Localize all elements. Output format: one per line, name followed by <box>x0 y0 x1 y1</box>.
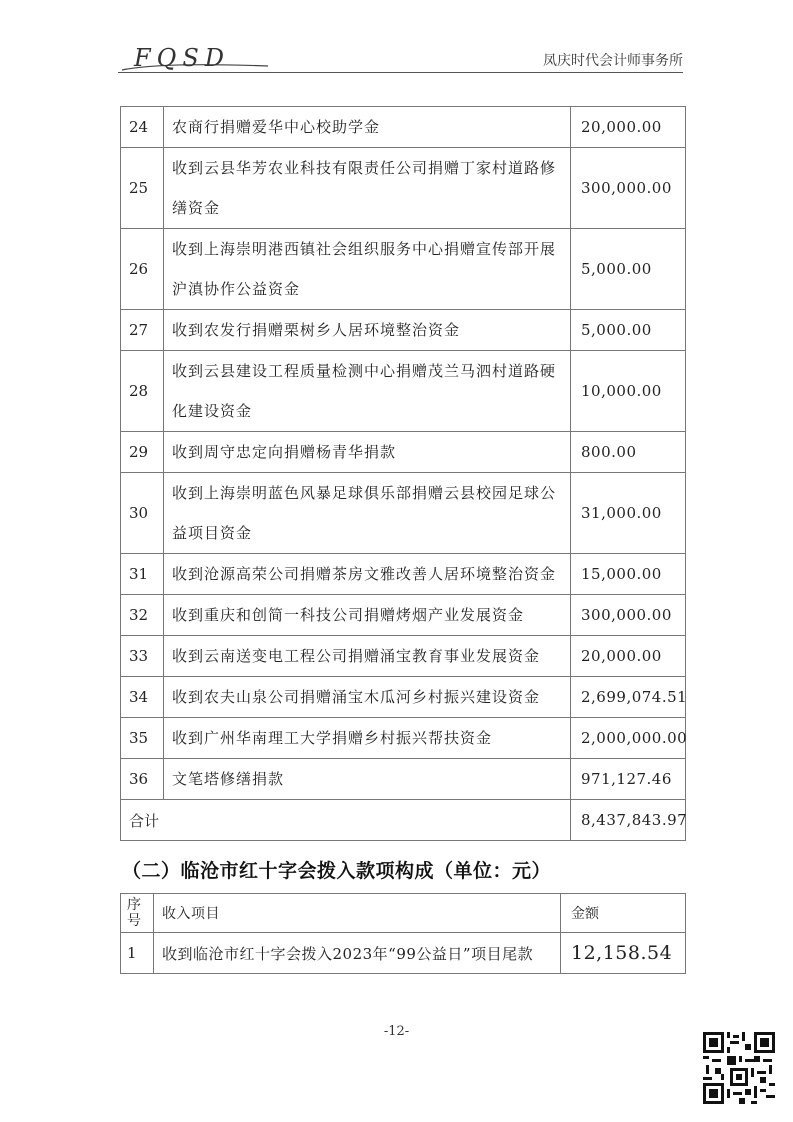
header-item: 收入项目 <box>154 894 561 933</box>
row-number: 34 <box>121 677 164 718</box>
row-amount: 10,000.00 <box>571 351 686 432</box>
row-description: 收到广州华南理工大学捐赠乡村振兴帮扶资金 <box>164 718 571 759</box>
row-number: 1 <box>121 933 154 974</box>
row-number: 29 <box>121 432 164 473</box>
table-row <box>121 229 686 310</box>
page-number: -12- <box>383 1024 410 1039</box>
table-row <box>121 636 686 677</box>
row-number: 24 <box>121 107 164 148</box>
row-description: 收到云县建设工程质量检测中心捐赠茂兰马泗村道路硬化建设资金 <box>164 351 571 432</box>
row-number: 36 <box>121 759 164 800</box>
row-amount: 12,158.54 <box>561 933 686 974</box>
row-amount: 31,000.00 <box>571 473 686 554</box>
row-amount: 20,000.00 <box>571 107 686 148</box>
donations-table <box>120 106 686 841</box>
row-amount: 300,000.00 <box>571 148 686 229</box>
row-description: 收到农发行捐赠栗树乡人居环境整治资金 <box>164 310 571 351</box>
total-amount: 8,437,843.97 <box>571 800 686 841</box>
row-description: 收到云县华芳农业科技有限责任公司捐赠丁家村道路修缮资金 <box>164 148 571 229</box>
row-amount: 300,000.00 <box>571 595 686 636</box>
row-description: 收到农夫山泉公司捐赠涌宝木瓜河乡村振兴建设资金 <box>164 677 571 718</box>
row-description: 收到重庆和创简一科技公司捐赠烤烟产业发展资金 <box>164 595 571 636</box>
firm-logo-text: FQSD <box>134 44 231 72</box>
row-number: 25 <box>121 148 164 229</box>
total-label: 合计 <box>121 800 571 841</box>
table-row <box>121 432 686 473</box>
row-number: 28 <box>121 351 164 432</box>
row-description: 农商行捐赠爱华中心校助学金 <box>164 107 571 148</box>
row-amount: 971,127.46 <box>571 759 686 800</box>
table-row <box>121 677 686 718</box>
row-description: 收到上海崇明蓝色风暴足球俱乐部捐赠云县校园足球公益项目资金 <box>164 473 571 554</box>
allocation-table <box>120 893 686 974</box>
header-amount: 金额 <box>561 894 686 933</box>
table-row <box>121 107 686 148</box>
row-number: 27 <box>121 310 164 351</box>
row-number: 35 <box>121 718 164 759</box>
table-row <box>121 759 686 800</box>
row-amount: 20,000.00 <box>571 636 686 677</box>
table-row <box>121 933 686 974</box>
table-row <box>121 310 686 351</box>
header-number: 序号 <box>121 894 154 933</box>
row-number: 33 <box>121 636 164 677</box>
row-description: 收到沧源高荣公司捐赠茶房文雅改善人居环境整治资金 <box>164 554 571 595</box>
row-amount: 800.00 <box>571 432 686 473</box>
row-amount: 15,000.00 <box>571 554 686 595</box>
table-row <box>121 148 686 229</box>
row-amount: 2,699,074.51 <box>571 677 686 718</box>
table-row <box>121 595 686 636</box>
table-row <box>121 718 686 759</box>
table-row <box>121 351 686 432</box>
table-header-row <box>121 894 686 933</box>
row-description: 收到云南送变电工程公司捐赠涌宝教育事业发展资金 <box>164 636 571 677</box>
table-row <box>121 473 686 554</box>
row-amount: 2,000,000.00 <box>571 718 686 759</box>
section-title: （二）临沧市红十字会拨入款项构成（单位：元） <box>122 860 552 882</box>
row-description: 收到周守忠定向捐赠杨青华捐款 <box>164 432 571 473</box>
row-number: 30 <box>121 473 164 554</box>
row-item: 收到临沧市红十字会拨入2023年“99公益日”项目尾款 <box>154 933 561 974</box>
row-amount: 5,000.00 <box>571 229 686 310</box>
row-description: 收到上海崇明港西镇社会组织服务中心捐赠宣传部开展沪滇协作公益资金 <box>164 229 571 310</box>
qr-code-icon <box>703 1032 775 1104</box>
header-divider <box>118 72 683 73</box>
row-number: 31 <box>121 554 164 595</box>
row-number: 26 <box>121 229 164 310</box>
row-number: 32 <box>121 595 164 636</box>
row-description: 文笔塔修缮捐款 <box>164 759 571 800</box>
firm-name: 凤庆时代会计师事务所 <box>543 53 683 69</box>
total-row <box>121 800 686 841</box>
table-row <box>121 554 686 595</box>
row-amount: 5,000.00 <box>571 310 686 351</box>
